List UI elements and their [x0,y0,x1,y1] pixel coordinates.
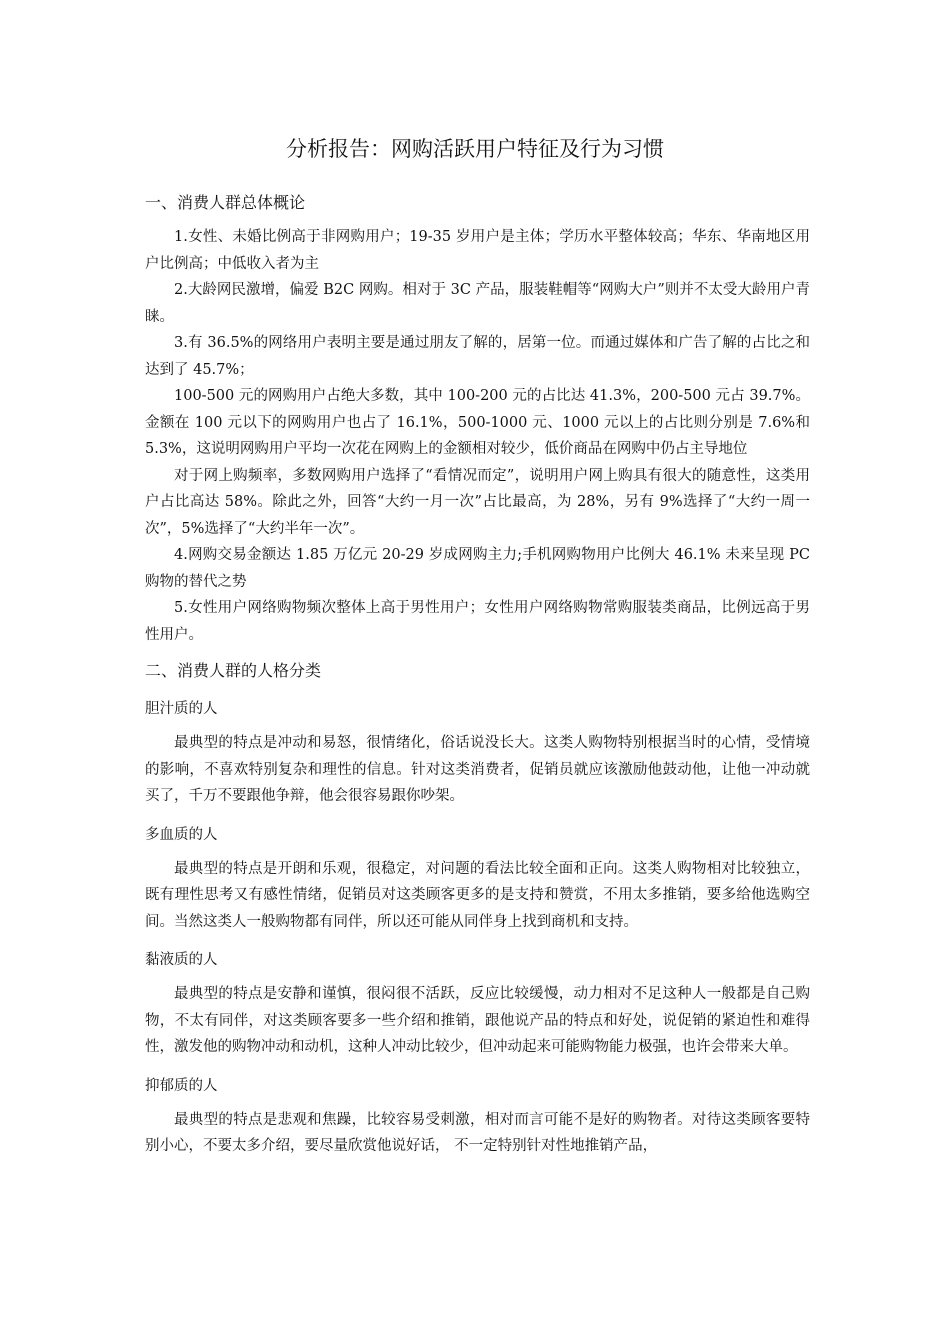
section-heading-personality: 二、消费人群的人格分类 [145,661,322,680]
paragraph: 2.大龄网民激增，偏爱 B2C 网购。相对于 3C 产品，服装鞋帽等“网购大户”则并不太受大龄用户青睐。 [145,282,810,325]
type-heading: 抑郁质的人 [145,1077,218,1094]
paragraph: 1.女性、未婚比例高于非网购用户；19-35 岁用户是主体；学历水平整体较高；华东、华南地区用户比例高；中低收入者为主 [145,229,810,272]
type-paragraph: 最典型的特点是开朗和乐观，很稳定，对问题的看法比较全面和正向。这类人购物相对比较独立，既有理性思考又有感性情绪，促销员对这类顾客更多的是支持和赞赏，不用太多推销，要多给他选购空间。当然这类人一般购物都有同伴，所以还可能从同伴身上找到商机和支持。 [145,860,810,930]
type-paragraph: 最典型的特点是安静和谨慎，很闷很不活跃，反应比较缓慢，动力相对不足这种人一般都是自己购物，不太有同伴，对这类顾客要多一些介绍和推销，跟他说产品的特点和好处，说促销的紧迫性和难得性，激发他的购物冲动和动机，这种人冲动比较少，但冲动起来可能购物能力极强，也许会带来大单。 [145,986,810,1055]
paragraph: 3.有 36.5%的网络用户表明主要是通过朋友了解的，居第一位。而通过媒体和广告了解的占比之和达到了 45.7%； [145,335,810,378]
type-heading: 黏液质的人 [145,952,218,968]
type-paragraph: 最典型的特点是悲观和焦躁，比较容易受刺激，相对而言可能不是好的购物者。对待这类顾客要特别小心，不要太多介绍，要尽量欣赏他说好话， 不一定特别针对性地推销产品， [145,1111,810,1154]
section-heading-overview: 一、消费人群总体概论 [145,193,306,212]
paragraph: 对于网上购频率，多数网购用户选择了“看情况而定”，说明用户网上购具有很大的随意性，这类用户占比高达 58%。除此之外，回答“大约一月一次”占比最高，为 28%，另有 9%选择了“大约一周一次”，5%选择了“大约半年一次”。 [145,467,810,537]
overview-paragraphs [145,224,810,648]
paragraph: 100-500 元的网购用户占绝大多数，其中 100-200 元的占比达 41.3%，200-500 元占 39.7%。金额在 100 元以下的网购用户也占了 16.1%，500-1000 元、1000 元以上的占比则分别是 7.6%和 5.3%，这说明网购用户平均一次花在网购上的金额相对较少，低价商品在网购中仍占主导地位 [145,388,810,457]
type-heading: 多血质的人 [145,826,218,843]
document-title: 分析报告：网购活跃用户特征及行为习惯 [286,137,664,161]
paragraph: 4.网购交易金额达 1.85 万亿元 20-29 岁成网购主力;手机网购物用户比例大 46.1% 未来呈现 PC 购物的替代之势 [145,547,810,590]
type-paragraph: 最典型的特点是冲动和易怒，很情绪化，俗话说没长大。这类人购物特别根据当时的心情，受情境的影响，不喜欢特别复杂和理性的信息。针对这类消费者，促销员就应该激励他鼓动他，让他一冲动就买了，千万不要跟他争辩，他会很容易跟你吵架。 [145,735,810,804]
type-heading: 胆汁质的人 [145,701,218,717]
paragraph: 5.女性用户网络购物频次整体上高于男性用户；女性用户网络购物常购服装类商品，比例远高于男性用户。 [145,600,810,643]
document-body [145,190,810,1160]
